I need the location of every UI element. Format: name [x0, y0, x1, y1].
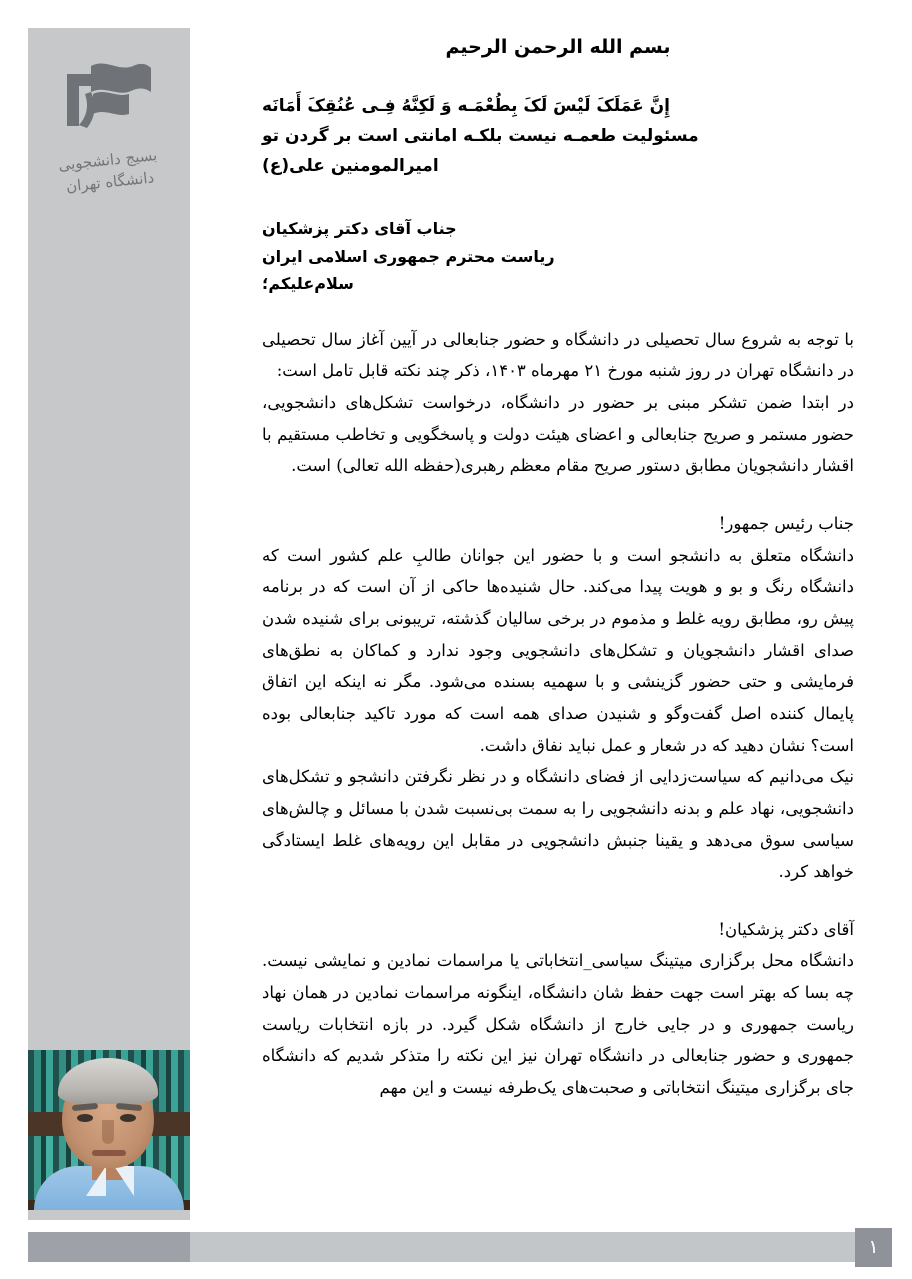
section-heading-doctor: آقای دکتر پزشکیان!	[718, 919, 854, 939]
footer-bar	[190, 1232, 855, 1262]
page-number-label: ۱	[868, 1236, 879, 1258]
letter-body	[262, 36, 854, 1104]
portrait-photo	[28, 1050, 190, 1210]
logo-caption: بسیج دانشجویی دانشگاه تهران	[57, 145, 158, 196]
paragraph-section2-1: دانشگاه متعلق به دانشجو است و با حضور این جوانان طالبِ علم کشور است که دانشگاه رنگ و بو و هویت پیدا می‌کند. حال شنیده‌ها حاکی از آن است که در برنامه پیش رو، مطابق رویه غلط و مذموم در برخی سالیان گذشته، تریبونی برای شنیده شدن صدای اقشار دانشجویان و تشکل‌های دانشجویی وجود ندارد و کماکان به نطق‌های فرمایشی و حتی حضور گزینشی و با سهمیه بسنده می‌شود. مگر نه اینکه این اتفاق پایمال کننده اصل گفت‌وگو و شنیدن صدای همه است که مورد تاکید جنابعالی بوده است؟ نشان دهید که در شعار و عمل نباید نفاق داشت.	[262, 545, 854, 755]
paragraph-section3-1: دانشگاه محل برگزاری میتینگ سیاسی_انتخاباتی یا مراسمات نمادین و نمایشی نیست. چه بسا که بهتر است جهت حفظ شان دانشگاه، اینگونه مراسمات نمادین در همان نهاد ریاست جمهوری و در جایی خارج از دانشگاه شکل گیرد. در بازه انتخابات ریاست جمهوری و حضور جنابعالی در دانشگاه تهران نیز این نکته را متذکر شدیم که دانشگاه جای برگزاری میتینگ انتخاباتی و صحبت‌های یک‌طرفه نیست و این مهم	[262, 951, 854, 1097]
hadith-persian-line: مسئوليت طعمـه نيست بلکـه امانتی است بر گردن تو	[262, 125, 699, 146]
page-footer	[0, 1232, 912, 1272]
basij-flag-logo-icon	[57, 56, 161, 148]
salutation-greeting: سلام‌علیکم؛	[262, 274, 354, 294]
hadith-arabic-line: إِنَّ عَمَلَکَ لَيْسَ لَکَ بِطُعْمَـه وَ لَکِنَّهُ فِـی عُنُقِکَ أَمَانَه	[262, 96, 671, 116]
paragraph-intro-2: در ابتدا ضمن تشکر مبنی بر حضور در دانشگاه، درخواست تشکل‌های دانشجویی، حضور مستمر و صریح جنابعالی و اعضای هیئت دولت و پاسخگویی و تخاطب مستقیم با اقشار دانشجویان مطابق دستور صریح مقام معظم رهبری(حفظه الله تعالی) است.	[262, 393, 854, 476]
hadith-attribution: اميرالمومنين علی(ع)	[262, 155, 439, 176]
paragraph-intro-1: با توجه به شروع سال تحصیلی در دانشگاه و حضور جنابعالی در آیین آغاز سال تحصیلی در دانشگاه تهران در روز شنبه مورخ ۲۱ مهرماه ۱۴۰۳، ذکر چند نکته قابل تامل است:	[262, 329, 854, 381]
salutation-addressee: جناب آقای دکتر پزشکیان	[262, 219, 457, 239]
bismillah-heading: بسم الله الرحمن الرحيم	[445, 36, 671, 58]
page-number-badge	[855, 1228, 892, 1267]
salutation-title: ریاست محترم جمهوری اسلامی ایران	[262, 246, 555, 266]
footer-accent-bar	[28, 1232, 190, 1262]
salutation-block	[262, 215, 854, 298]
paragraph-section2-2: نیک می‌دانیم که سیاست‌زدایی از فضای دانشگاه و در نظر نگرفتن دانشجو و تشکل‌های دانشجویی، نهاد علم و بدنه دانشجویی را به سمت بی‌نسبت شدن با مسائل و چالش‌های سیاسی سوق می‌دهد و یقینا جنبش دانشجویی در مقابل این رویه‌های غلط ایستادگی خواهد کرد.	[262, 767, 854, 882]
hadith-quote	[262, 92, 854, 181]
organization-logo	[28, 30, 190, 230]
section-heading-president: جناب رئیس جمهور!	[718, 514, 854, 534]
